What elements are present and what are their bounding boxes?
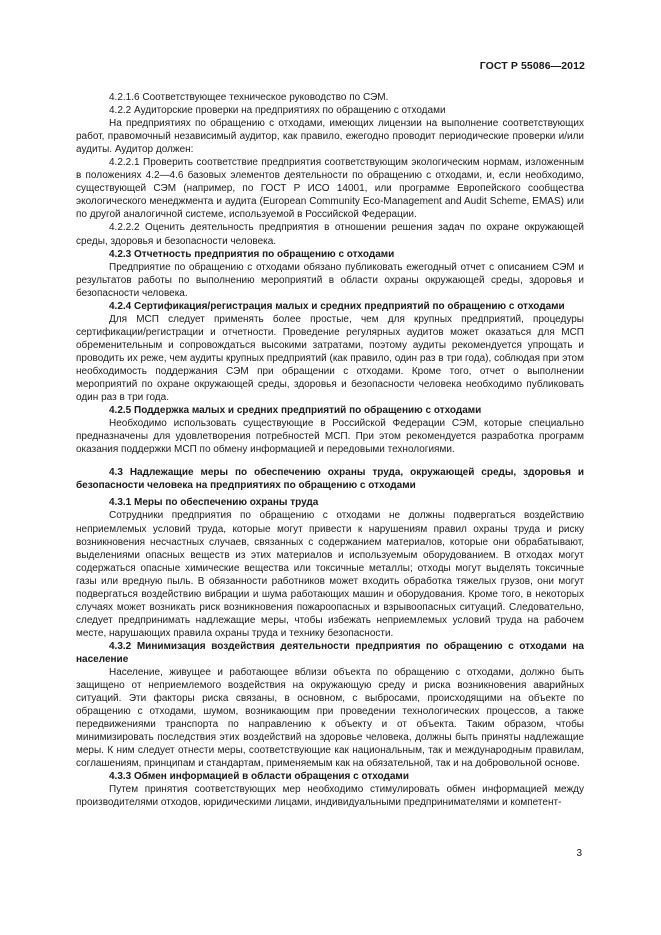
- paragraph: Предприятие по обращению с отходами обязано публиковать ежегодный отчет с описанием СЭМ и результатов работы по выполнению мероприятий в области охраны окружающей среды, здоровья и безопасности человека.: [76, 261, 584, 299]
- paragraph: Сотрудники предприятия по обращению с отходами не должны подвергаться воздействию неприемлемых условий труда, которые могут привести к нарушениям правил охраны труда и риску возникновения несчастных случаев, связанных с содержанием материалов, которые они обрабатывают, выделениями опасных веществ из этих материалов и используемым оборудованием. В отходах могут содержаться опасные химические вещества или токсичные металлы; отходы могут выделять токсичные газы или вредную пыль. В обязанности работников может входить обработка тяжелых грузов, они могут подвергаться воздействию вибрации и шума работающих машин и оборудования. Кроме того, в некоторых случаях может возникать риск возникновения пожароопасных и взрывоопасных ситуаций. Следовательно, следует предпринимать надлежащие меры, чтобы избежать неприемлемых условий труда на рабочем месте, нарушающих правила охраны труда и технику безопасности.: [76, 510, 584, 639]
- section-heading: 4.3 Надлежащие меры по обеспечению охраны труда, окружающей среды, здоровья и безопасности человека на предприятиях по обращению с отходами: [76, 467, 584, 492]
- paragraph: Необходимо использовать существующие в Российской Федерации СЭМ, которые специально предназначены для удовлетворения потребностей МСП. При этом рекомендуется разработка программ оказания поддержки МСП по обмену информацией и передовыми технологиями.: [76, 418, 584, 456]
- subsection-heading: 4.3.2 Минимизация воздействия деятельности предприятия по обращению с отходами на население: [76, 640, 584, 665]
- paragraph: Путем принятия соответствующих мер необходимо стимулировать обмен информацией между производителями отходов, юридическими лицами, индивидуальными предпринимателями и компетент-: [76, 784, 584, 809]
- paragraph: Население, живущее и работающее вблизи объекта по обращению с отходами, должно быть защищено от неприемлемого воздействия на окружающую среду и риска возникновения аварийных ситуаций. Эти факторы риска связаны, в основном, с выбросами, происходящими на объекте по обращению с отходами, шумом, возникающим при проведении технологических процессов, а также передвижениями транспорта по направлению к объекту и от объекта. Таким образом, чтобы минимизировать последствия этих воздействий на здоровье человека, должны быть приняты надлежащие меры. К ним следует отнести меры, соответствующие как национальным, так и международным правилам, соглашениям, принципам и стандартам, применяемым как на обязательной, так и на добровольной основе.: [76, 667, 584, 770]
- subsection-heading: 4.2.5 Поддержка малых и средних предприятий по обращению с отходами: [109, 405, 482, 417]
- paragraph: 4.2.1.6 Соответствующее техническое руководство по СЭМ.: [109, 92, 389, 103]
- subsection-heading: 4.2.4 Сертификация/регистрация малых и средних предприятий по обращению с отходами: [109, 300, 565, 312]
- subsection-heading: 4.3.1 Меры по обеспечению охраны труда: [109, 497, 319, 509]
- paragraph: 4.2.2.1 Проверить соответствие предприятия соответствующим экологическим нормам, изложенным в положениях 4.2—4.6 базовых элементов деятельности по обращению с отходами, и, если необходимо, существующей СЭМ (например, по ГОСТ Р ИСО 14001, или программе Европейского сообщества экологического менеджмента и аудита (European Community Eco-Management and Audit Scheme, EMAS) или по другой аналогичной системе, используемой в Российской Федерации.: [76, 157, 584, 221]
- paragraph: 4.2.2.2 Оценить деятельность предприятия в отношении решения задач по охране окружающей среды, здоровья и безопасности человека.: [76, 222, 584, 247]
- paragraph: На предприятиях по обращению с отходами, имеющих лицензии на выполнение соответствующих работ, правомочный независимый аудитор, как правило, ежегодно проводит периодические проверки и/или аудиты. Аудитор должен:: [76, 118, 584, 156]
- paragraph: 4.2.2 Аудиторские проверки на предприятиях по обращению с отходами: [109, 105, 446, 117]
- document-body: [76, 91, 584, 810]
- page-number: 3: [576, 848, 582, 859]
- subsection-heading: 4.2.3 Отчетность предприятия по обращению с отходами: [109, 248, 395, 260]
- paragraph: Для МСП следует применять более простые, чем для крупных предприятий, процедуры сертификации/регистрации и отчетности. Проведение регулярных аудитов может оказаться для МСП обременительным и сопровождаться высокими затратами, поэтому аудиты рекомендуется упрощать и проводить их реже, чем аудиты крупных предприятий (как правило, один раз в три года), соблюдая при этом необходимость поддержания СЭМ при обращении с отходами. Кроме того, отчет о выполнении мероприятий по охране окружающей среды, здоровья и безопасности человека необходимо публиковать один раз в три года.: [76, 313, 584, 404]
- standard-header: ГОСТ Р 55086—2012: [479, 60, 585, 72]
- subsection-heading: 4.3.3 Обмен информацией в области обращения с отходами: [109, 771, 409, 783]
